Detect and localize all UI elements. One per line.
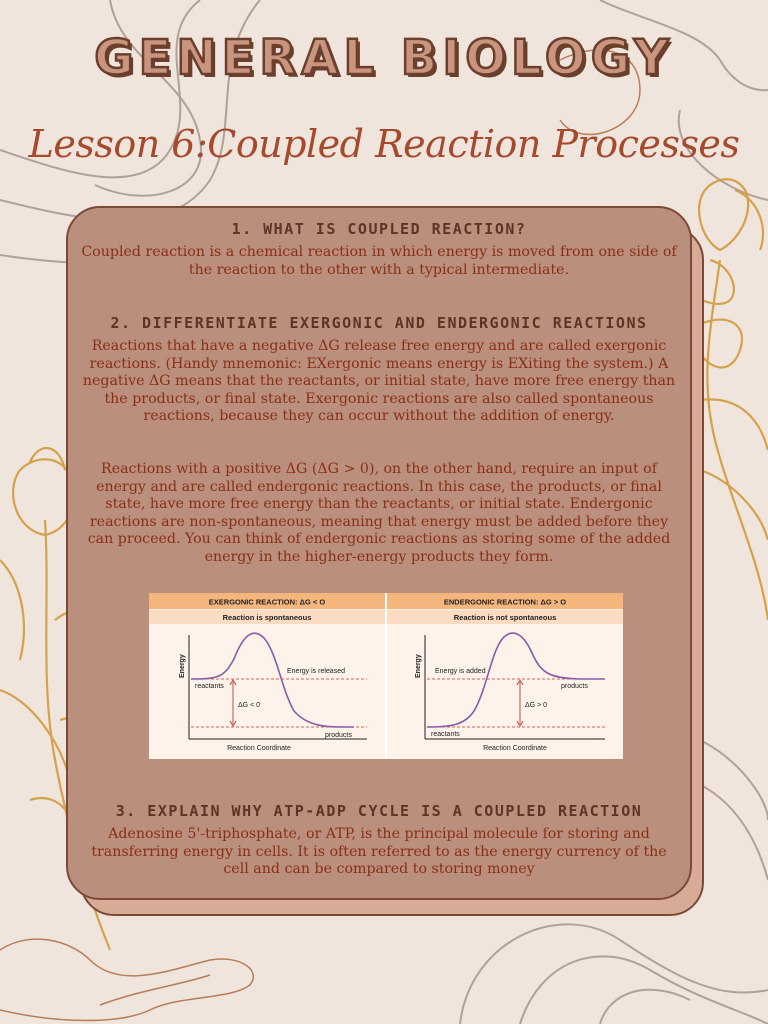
left-x-label: Reaction Coordinate [227,745,291,752]
right-products-label: products [561,683,588,690]
right-delta-label: ΔG > 0 [525,702,547,709]
right-y-label: Energy [415,654,422,678]
energy-diagram-svg [149,593,623,759]
left-y-label: Energy [179,654,186,678]
left-reactants-label: reactants [195,683,224,690]
right-x-label: Reaction Coordinate [483,745,547,752]
section-2-body-continued: Reactions with a positive ΔG (ΔG > 0), on the other hand, require an input of energy and are called endergonic reactions. In this case, the products, or final state, have more free energy than the reactants, or initial state. Endergonic reactions are non-spontaneous, meaning that energy must be added before they can proceed. You can think of endergonic reactions as storing some of the added energy in the higher-energy products they form. [87,461,671,565]
right-annotation: Energy is added [435,668,486,675]
right-reactants-label: reactants [431,731,460,738]
page-title: GENERAL BIOLOGY [94,30,674,86]
left-delta-label: ΔG < 0 [238,702,260,709]
content-card [66,206,692,900]
left-annotation: Energy is released [287,668,345,675]
right-subheader-text: Reaction is not spontaneous [453,613,557,622]
left-subheader-text: Reaction is spontaneous [222,613,312,622]
right-header-text: ENDERGONIC REACTION: ΔG > O [443,597,567,607]
section-3-body: Adenosine 5'-triphosphate, or ATP, is the principal molecule for storing and transferring energy in cells. It is often referred to as the energy currency of the cell and can be compared to storing money [91,826,667,877]
section-1-heading: 1. WHAT IS COUPLED REACTION? [231,220,527,238]
left-products-label: products [325,732,352,739]
left-header-text: EXERGONIC REACTION: ΔG < O [208,597,326,607]
section-1-body: Coupled reaction is a chemical reaction in which energy is moved from one side of the reaction to the other with a typical intermediate. [81,244,677,278]
section-3-heading: 3. EXPLAIN WHY ATP-ADP CYCLE IS A COUPLED REACTION [115,802,643,820]
lesson-subtitle: Lesson 6:Coupled Reaction Processes [28,122,740,166]
section-2-heading: 2. DIFFERENTIATE EXERGONIC AND ENDERGONIC REACTIONS [110,314,648,332]
energy-diagram-figure [149,593,623,759]
section-2-body: Reactions that have a negative ΔG release free energy and are called exergonic reactions. (Handy mnemonic: EXergonic means energy is EXiting the system.) A negative ΔG means that the reactants, or initial state, have more free energy than the products, or final state. Exergonic reactions are also called spontaneous reactions, because they can occur without the addition of energy. [82,338,676,424]
